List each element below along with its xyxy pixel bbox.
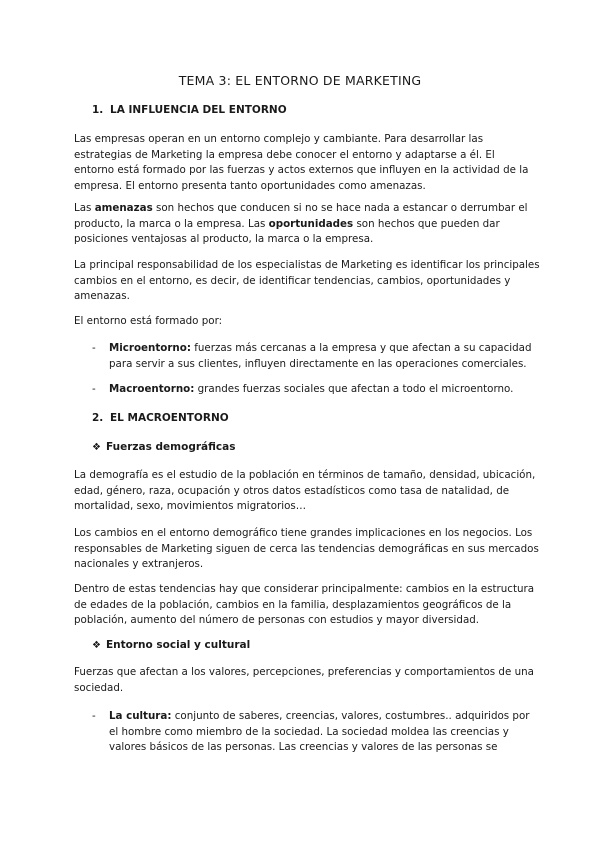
text-line bbox=[109, 709, 534, 725]
bold-term: Microentorno: bbox=[109, 342, 191, 354]
text-line: entorno está formado por las fuerzas y actos externos que influyen en la actividad de la bbox=[74, 164, 529, 176]
text-line: La demografía es el estudio de la población en términos de tamaño, densidad, ubicación, bbox=[74, 469, 536, 481]
subsection-heading-demograficas bbox=[92, 441, 235, 453]
text-line: población, aumento del número de personas con estudios y mayor diversidad. bbox=[74, 614, 480, 626]
paragraph-tendencias bbox=[74, 582, 534, 629]
text-line: El entorno está formado por: bbox=[74, 315, 223, 327]
subsection-title: Fuerzas demográficas bbox=[106, 441, 236, 453]
text-run: son hechos que conducen si no se hace nada a estancar o derrumbar el bbox=[152, 202, 528, 214]
paragraph-entorno-intro bbox=[74, 132, 534, 194]
paragraph-responsabilidad bbox=[74, 258, 540, 305]
text-line: Dentro de estas tendencias hay que considerar principalmente: cambios en la estructura bbox=[74, 583, 535, 595]
text-run: producto, la marca o la empresa. Las bbox=[74, 217, 269, 230]
text-line: valores básicos de las personas. Las creencias y valores de las personas se bbox=[109, 741, 498, 753]
text-line: La principal responsabilidad de los especialistas de Marketing es identificar los principales bbox=[74, 259, 540, 271]
page-title: TEMA 3: EL ENTORNO DE MARKETING bbox=[178, 73, 422, 88]
text-line bbox=[109, 382, 534, 398]
text-line: mortalidad, sexo, movimientos migratorios… bbox=[74, 500, 307, 512]
section-title: LA INFLUENCIA DEL ENTORNO bbox=[110, 104, 287, 116]
dash-bullet: - bbox=[92, 710, 96, 722]
text-line bbox=[74, 217, 534, 233]
text-line: nacionales y extranjeros. bbox=[74, 558, 204, 570]
text-run: fuerzas más cercanas a la empresa y que afectan a su capacidad bbox=[190, 342, 532, 354]
bold-term: La cultura: bbox=[109, 710, 172, 722]
paragraph-amenazas-oportunidades bbox=[74, 201, 534, 248]
text-line: para servir a sus clientes, influyen directamente en las operaciones comerciales. bbox=[109, 357, 527, 370]
subsection-heading-social-cultural bbox=[92, 639, 250, 651]
bold-term-oportunidades: oportunidades bbox=[268, 217, 354, 230]
section-number: 1. bbox=[92, 104, 104, 116]
section-heading-1 bbox=[92, 104, 287, 116]
text-line: sociedad. bbox=[74, 681, 124, 694]
text-line: responsables de Marketing siguen de cerca las tendencias demográficas en sus mercados bbox=[74, 542, 539, 555]
text-line: el hombre como miembro de la sociedad. La sociedad moldea las creencias y bbox=[109, 725, 509, 738]
section-number: 2. bbox=[92, 412, 104, 424]
text-line: estrategias de Marketing la empresa debe conocer el entorno y adaptarse a él. El bbox=[74, 148, 495, 161]
dash-bullet: - bbox=[92, 383, 96, 395]
text-line: posiciones ventajosas al producto, la marca o la empresa. bbox=[74, 233, 374, 245]
section-title: EL MACROENTORNO bbox=[110, 412, 229, 424]
text-line: edad, género, raza, ocupación y otros datos estadísticos como tasa de natalidad, de bbox=[74, 484, 510, 497]
text-run: grandes fuerzas sociales que afectan a todo el microentorno. bbox=[194, 383, 514, 395]
paragraph-fuerzas-valores bbox=[74, 665, 534, 696]
subsection-title: Entorno social y cultural bbox=[106, 639, 251, 651]
text-line: empresa. El entorno presenta tanto oportunidades como amenazas. bbox=[74, 179, 426, 192]
paragraph-entorno-formado bbox=[74, 314, 534, 330]
diamond-bullet-icon: ❖ bbox=[92, 442, 101, 453]
text-line: Las empresas operan en un entorno complejo y cambiante. Para desarrollar las bbox=[74, 133, 484, 145]
text-run: conjunto de saberes, creencias, valores, costumbres.. adquiridos por bbox=[171, 710, 530, 722]
paragraph-cambios-demograficos bbox=[74, 526, 539, 573]
text-line: amenazas. bbox=[74, 290, 130, 302]
section-heading-2 bbox=[92, 412, 229, 424]
bold-term: Macroentorno: bbox=[109, 383, 195, 395]
text-run: son hechos que pueden dar bbox=[353, 217, 500, 230]
text-line bbox=[109, 341, 534, 357]
dash-bullet: - bbox=[92, 342, 96, 354]
text-line: Fuerzas que afectan a los valores, percepciones, preferencias y comportamientos de una bbox=[74, 666, 534, 678]
text-line bbox=[74, 201, 534, 217]
text-line: de edades de la población, cambios en la familia, desplazamientos geográficos de la bbox=[74, 598, 512, 611]
paragraph-demografia bbox=[74, 468, 534, 515]
text-run: Las bbox=[74, 202, 95, 214]
bold-term-amenazas: amenazas bbox=[94, 202, 153, 214]
text-line: Los cambios en el entorno demográfico tiene grandes implicaciones en los negocios. Los bbox=[74, 527, 533, 539]
text-line: cambios en el entorno, es decir, de identificar tendencias, cambios, oportunidades y bbox=[74, 274, 511, 287]
diamond-bullet-icon: ❖ bbox=[92, 640, 101, 651]
